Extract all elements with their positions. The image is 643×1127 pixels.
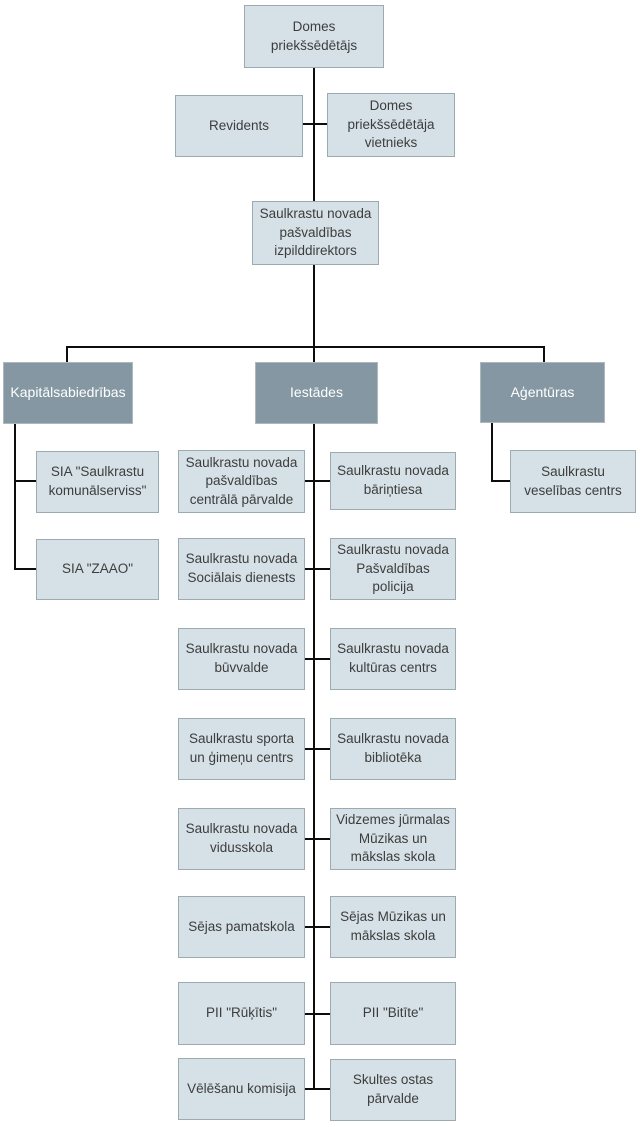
connector-row-1 (305, 480, 330, 482)
connector-row-4 (305, 748, 330, 750)
connector-row-2 (305, 568, 330, 570)
box-auditor: Revidents (175, 95, 303, 157)
box-sia-komunalserviss: SIA "Saulkrastu komunālserviss" (36, 451, 159, 513)
connector-row-5 (305, 838, 330, 840)
connector-institutions-trunk (313, 423, 315, 1090)
connector-row-3 (305, 658, 330, 660)
connector-stub-komunalserviss (14, 480, 36, 482)
connector-row-6 (305, 926, 330, 928)
box-executive-director: Saulkrastu novada pašvaldības izpilddirektors (252, 201, 379, 265)
box-seja-music-art-school: Sējas Mūzikas un mākslas skola (330, 896, 456, 958)
box-vidzeme-music-art-school: Vidzemes jūrmalas Mūzikas un mākslas skola (330, 808, 456, 870)
box-deputy-chairman: Domes priekšsēdētāja vietnieks (327, 93, 455, 157)
connector-agencies-branch (491, 422, 493, 482)
box-chairman: Domes priekšsēdētājs (244, 5, 384, 68)
box-election-commission: Vēlēšanu komisija (178, 1058, 305, 1120)
box-municipal-police: Saulkrastu novada Pašvaldības policija (330, 538, 456, 600)
box-sports-family-centre: Saulkrastu sporta un ģimeņu centrs (178, 718, 305, 780)
box-orphans-court: Saulkrastu novada bāriņtiesa (330, 452, 456, 510)
connector-drop-capital-companies (66, 346, 68, 363)
box-seja-primary-school: Sējas pamatskola (178, 896, 305, 958)
connector-row-7 (305, 1013, 330, 1015)
box-central-administration: Saulkrastu novada pašvaldības centrālā pārvalde (178, 450, 305, 513)
box-branch-agencies: Aģentūras (480, 362, 605, 423)
box-building-board: Saulkrastu novada būvvalde (178, 628, 305, 690)
box-pii-bitite: PII "Bitīte" (330, 982, 456, 1045)
connector-distributor (66, 346, 545, 348)
box-culture-centre: Saulkrastu novada kultūras centrs (330, 628, 456, 690)
connector-row-8 (305, 1088, 330, 1090)
connector-trunk-mid (313, 265, 315, 348)
connector-trunk-top (313, 67, 315, 202)
box-branch-institutions: Iestādes (255, 362, 378, 424)
connector-auditor-deputy (303, 123, 327, 125)
box-library: Saulkrastu novada bibliotēka (330, 718, 456, 780)
connector-stub-zaao (14, 568, 36, 570)
box-secondary-school: Saulkrastu novada vidusskola (178, 808, 305, 870)
connector-drop-institutions (313, 346, 315, 363)
box-health-centre: Saulkrastu veselības centrs (510, 450, 636, 513)
connector-capital-branch (14, 423, 16, 570)
box-sia-zaao: SIA "ZAAO" (36, 539, 159, 600)
box-branch-capital-companies: Kapitālsabiedrības (3, 362, 133, 424)
box-skulte-port-authority: Skultes ostas pārvalde (330, 1059, 456, 1121)
connector-drop-agencies (543, 346, 545, 363)
box-pii-rukitis: PII "Rūķītis" (178, 982, 305, 1045)
box-social-service: Saulkrastu novada Sociālais dienests (178, 538, 305, 600)
connector-stub-health-centre (491, 480, 510, 482)
